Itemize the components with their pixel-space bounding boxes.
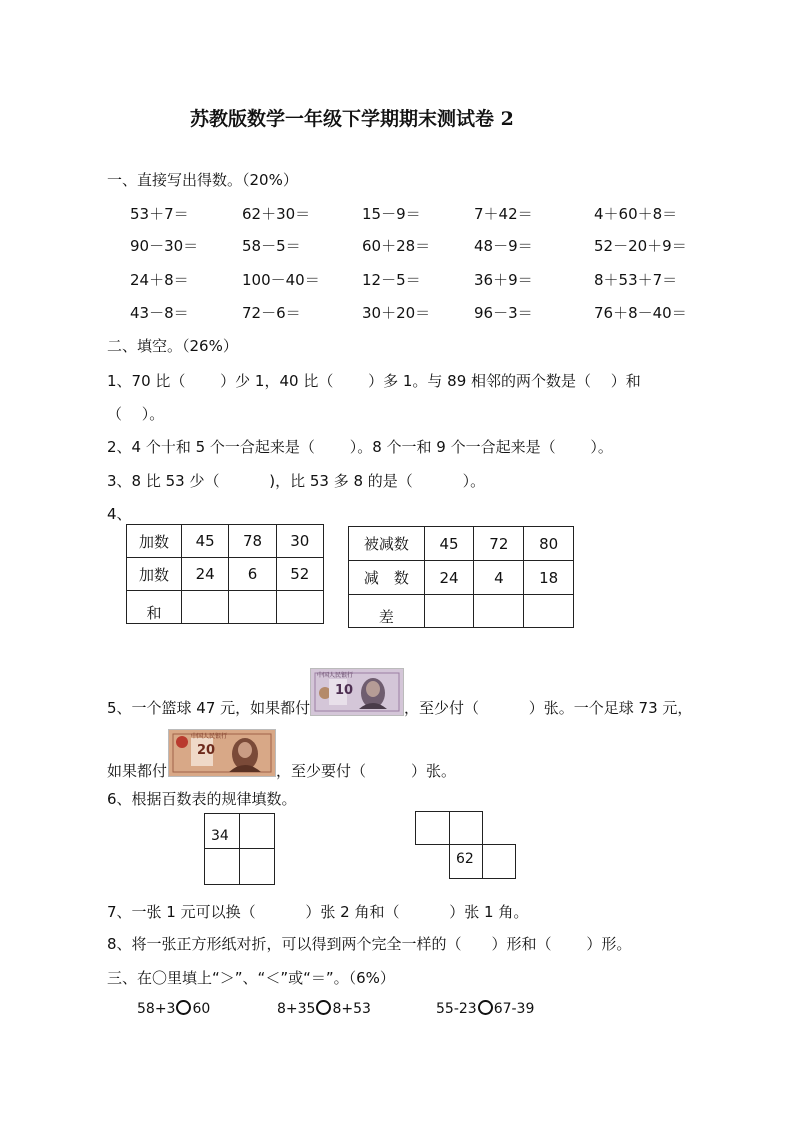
question-7: 7、一张 1 元可以换（ ）张 2 角和（ ）张 1 角。 xyxy=(107,903,529,921)
table-cell: 6 xyxy=(229,558,276,591)
grid1-cell-34 xyxy=(204,813,240,849)
table-cell: 24 xyxy=(424,561,474,595)
ten-yuan-value: 10 xyxy=(335,683,354,698)
grid2-cell xyxy=(482,844,516,879)
arithmetic-item: 43－8＝ xyxy=(130,304,189,322)
question-6: 6、根据百数表的规律填数。 xyxy=(107,790,297,808)
question-4-label: 4、 xyxy=(107,505,132,523)
question-3: 3、8 比 53 少（ )，比 53 多 8 的是（ ）。 xyxy=(107,472,486,490)
arithmetic-item: 90－30＝ xyxy=(130,237,199,255)
grid1-cell xyxy=(239,848,275,885)
twenty-yuan-value: 20 xyxy=(197,743,216,758)
comparison-item xyxy=(436,1000,534,1017)
grid1-number: 34 xyxy=(211,828,229,844)
table-cell xyxy=(276,591,323,624)
table-cell: 78 xyxy=(229,525,276,558)
comparison-left: 58+3 xyxy=(137,1001,176,1017)
section3-heading: 三、在〇里填上“＞”、“＜”或“＝”。（6%） xyxy=(107,969,395,987)
answer-circle[interactable] xyxy=(316,1000,331,1015)
arithmetic-item: 76＋8－40＝ xyxy=(594,304,687,322)
grid2-cell xyxy=(449,811,483,845)
comparison-item xyxy=(137,1000,210,1017)
table-cell: 80 xyxy=(524,527,574,561)
table-cell xyxy=(182,591,229,624)
comparison-right: 60 xyxy=(192,1001,211,1017)
table-row xyxy=(349,527,574,561)
comparison-right: 67-39 xyxy=(493,1001,535,1017)
table-cell xyxy=(474,595,524,628)
answer-circle[interactable] xyxy=(176,1000,191,1015)
arithmetic-item: 7＋42＝ xyxy=(474,205,533,223)
table-cell xyxy=(524,595,574,628)
addition-table xyxy=(126,524,324,624)
table-cell: 52 xyxy=(276,558,323,591)
arithmetic-item: 24＋8＝ xyxy=(130,271,189,289)
arithmetic-item: 100－40＝ xyxy=(242,271,320,289)
table-cell: 4 xyxy=(474,561,524,595)
arithmetic-item: 60＋28＝ xyxy=(362,237,431,255)
table-row-label: 加数 xyxy=(127,558,182,591)
question-1-line1: 1、70 比（ ）少 1，40 比（ ）多 1。与 89 相邻的两个数是（ ）和 xyxy=(107,372,641,390)
section2-heading: 二、填空。（26%） xyxy=(107,337,238,355)
arithmetic-item: 48－9＝ xyxy=(474,237,533,255)
grid1-cell xyxy=(204,848,240,885)
section1-heading: 一、直接写出得数。（20%） xyxy=(107,171,298,189)
grid2-cell xyxy=(415,811,450,845)
table-row-label: 减 数 xyxy=(349,561,425,595)
table-cell: 18 xyxy=(524,561,574,595)
comparison-left: 8+35 xyxy=(277,1001,316,1017)
question-8: 8、将一张正方形纸对折，可以得到两个完全一样的（ ）形和（ ）形。 xyxy=(107,935,632,953)
arithmetic-item: 52－20＋9＝ xyxy=(594,237,687,255)
arithmetic-item: 15－9＝ xyxy=(362,205,421,223)
table-row xyxy=(127,591,324,624)
grid2-number: 62 xyxy=(456,851,474,867)
table-row xyxy=(349,561,574,595)
table-cell: 24 xyxy=(182,558,229,591)
comparison-right: 8+53 xyxy=(332,1001,371,1017)
grid1-cell xyxy=(239,813,275,849)
question-5-part1: 5、一个篮球 47 元，如果都付 xyxy=(107,699,311,717)
arithmetic-item: 8＋53＋7＝ xyxy=(594,271,678,289)
question-2: 2、4 个十和 5 个一合起来是（ ）。8 个一和 9 个一合起来是（ ）。 xyxy=(107,438,613,456)
ten-yuan-note-image xyxy=(310,668,404,716)
table-row xyxy=(127,558,324,591)
table-row-label: 加数 xyxy=(127,525,182,558)
table-cell: 45 xyxy=(424,527,474,561)
ten-yuan-header: 中国人民银行 xyxy=(317,672,354,679)
table-row xyxy=(349,595,574,628)
table-row xyxy=(127,525,324,558)
arithmetic-item: 30＋20＝ xyxy=(362,304,431,322)
answer-circle[interactable] xyxy=(478,1000,493,1015)
question-5-part4: ，至少要付（ ）张。 xyxy=(276,762,457,780)
twenty-yuan-note-image xyxy=(168,729,276,777)
table-cell: 45 xyxy=(182,525,229,558)
arithmetic-item: 36＋9＝ xyxy=(474,271,533,289)
grid2-cell-62 xyxy=(449,844,483,879)
table-cell: 72 xyxy=(474,527,524,561)
question-5-part3: 如果都付 xyxy=(107,762,168,780)
table-row-label: 差 xyxy=(349,595,425,628)
table-cell xyxy=(229,591,276,624)
twenty-yuan-header: 中国人民银行 xyxy=(191,733,228,740)
question-5-part2: ，至少付（ ）张。一个足球 73 元， xyxy=(404,699,693,717)
table-row-label: 和 xyxy=(127,591,182,624)
question-1-line2: （ ）。 xyxy=(107,405,165,423)
arithmetic-item: 62＋30＝ xyxy=(242,205,311,223)
table-cell: 30 xyxy=(276,525,323,558)
arithmetic-item: 58－5＝ xyxy=(242,237,301,255)
table-cell xyxy=(424,595,474,628)
comparison-item xyxy=(277,1000,371,1017)
page-title: 苏教版数学一年级下学期期末测试卷 2 xyxy=(190,108,514,130)
subtraction-table xyxy=(348,526,574,628)
arithmetic-item: 12－5＝ xyxy=(362,271,421,289)
arithmetic-item: 72－6＝ xyxy=(242,304,301,322)
table-row-label: 被减数 xyxy=(349,527,425,561)
arithmetic-item: 96－3＝ xyxy=(474,304,533,322)
comparison-left: 55-23 xyxy=(436,1001,477,1017)
arithmetic-item: 53＋7＝ xyxy=(130,205,189,223)
arithmetic-item: 4＋60＋8＝ xyxy=(594,205,678,223)
